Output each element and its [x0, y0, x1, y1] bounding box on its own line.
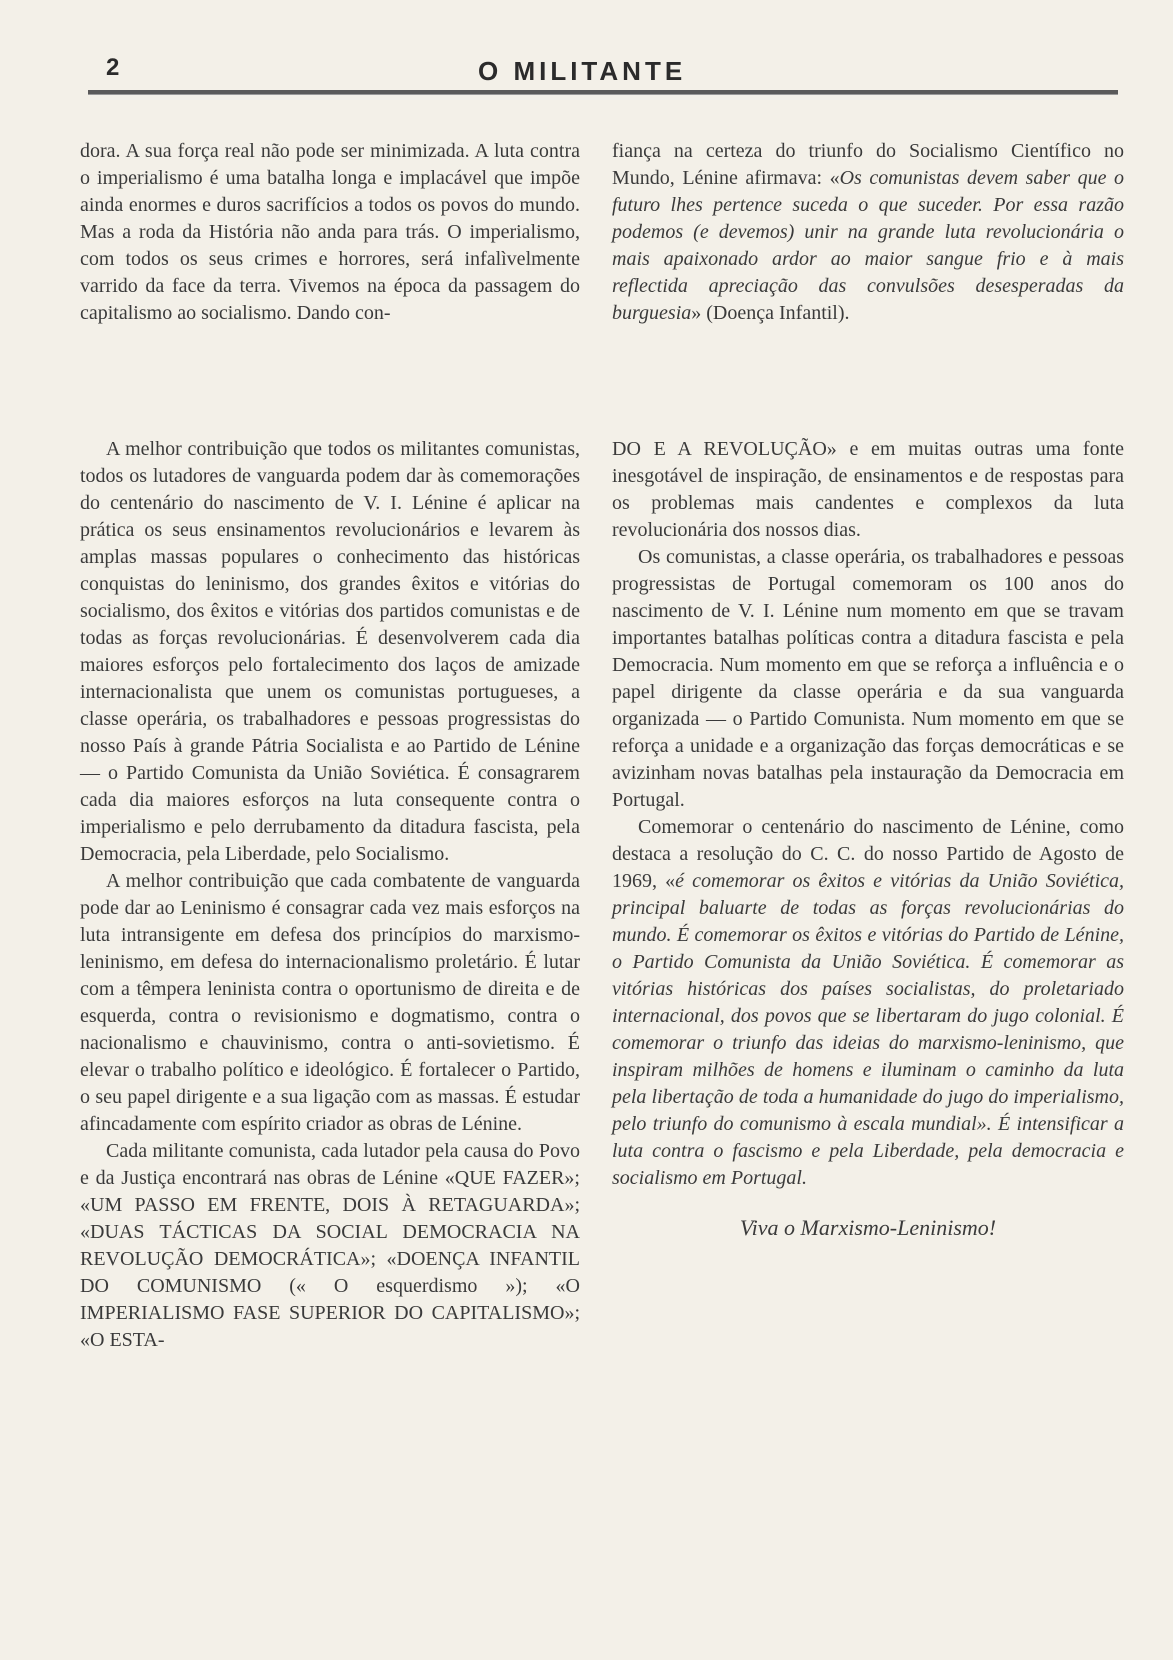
body-paragraph: DO E A REVOLUÇÃO» e em muitas outras uma fonte inesgotável de inspiração, de ensinamentos e de respostas para os problemas mais candentes e complexos da luta revolucionária dos nossos dias. — [612, 438, 1124, 541]
top-left-paragraph: dora. A sua força real não pode ser minimizada. A luta contra o imperialismo é uma batalha longa e implacável que impõe ainda enormes e duros sacrifícios a todos os povos do mundo. Mas a roda da História não anda para trás. O imperialismo, com todos os seus crimes e horrores, será infalìvelmente varrido da face da terra. Vivemos na época da passagem do capitalismo ao socialismo. Dando con- — [80, 140, 580, 324]
top-left-column — [80, 138, 580, 327]
page-number: 2 — [106, 54, 120, 81]
body-paragraph: A melhor contribuição que cada combatente de vanguarda pode dar ao Leninismo é consagrar cada vez mais esforços na luta intransigente em defesa dos princípios do marxismo-leninismo, em defesa do internacionalismo proletário. É lutar com a têmpera leninista contra o oportunismo de direita e de esquerda, contra o revisionismo e dogmatismo, contra o nacionalismo e chauvinismo, contra o anti-sovietismo. É elevar o trabalho político e ideológico. É fortalecer o Partido, o seu papel dirigente e a sua ligação com as massas. É estudar afincadamente com espírito criador as obras de Lénine. — [80, 870, 580, 1135]
lenine-quote: Os comunistas devem saber que o futuro lhes pertence suceda o que suceder. Por essa razão podemos (e devemos) unir na grande luta revolucionária o mais apaixonado ardor ao maior sangue frio e à mais reflectida apreciação das convulsões desesperadas da burguesia — [612, 167, 1125, 324]
main-left-column — [80, 436, 580, 1354]
top-right-paragraph — [612, 138, 1124, 327]
quote-source: » (Doença Infantil). — [691, 302, 850, 324]
page-header — [78, 50, 1118, 90]
top-right-column — [612, 138, 1124, 327]
resolution-quote: é comemorar os êxitos e vitórias da União Soviética, principal baluarte de todas as forças revolucionárias do mundo. É comemorar os êxitos e vitórias do Partido de Lénine, o Partido Comunista da União Soviética. É comemorar as vitórias históricas dos países socialistas, do proletariado internacional, dos povos que se libertaram do jugo colonial. É comemorar o triunfo das ideias do marxismo-leninismo, que inspiram milhões de homens e iluminam o caminho da luta pela libertação de toda a humanidade do jugo do imperialismo, pelo triunfo do comunismo à escala mundial». É intensificar a luta contra o fascismo e pela Liberdade, pela democracia e socialismo em Portugal. — [612, 870, 1125, 1189]
body-paragraph: A melhor contribuição que todos os militantes comunistas, todos os lutadores de vanguarda podem dar às comemorações do centenário do nascimento de V. I. Lénine é aplicar na prática os seus ensinamentos revolucionários e levarem às amplas massas populares o conhecimento das históricas conquistas do leninismo, dos grandes êxitos e vitórias do socialismo, dos êxitos e vitórias dos partidos comunistas e de todas as forças revolucionárias. É desenvolverem cada dia maiores esforços pelo fortalecimento dos laços de amizade internacionalista que unem os comunistas portugueses, a classe operária, os trabalhadores e pessoas progressistas do nosso País à grande Pátria Socialista e ao Partido de Lénine — o Partido Comunista da União Soviética. É consagrarem cada dia maiores esforços na luta consequente contra o imperialismo e pelo derrubamento da ditadura fascista, pela Democracia, pela Liberdade, pelo Socialismo. — [80, 438, 580, 865]
quote-intro: fiança na certeza do triunfo do Socialismo Científico no Mundo, Lénine afirmava: « — [612, 140, 1124, 189]
body-paragraph: Cada militante comunista, cada lutador pela causa do Povo e da Justiça encontrará nas obras de Lénine «QUE FAZER»; «UM PASSO EM FRENTE, DOIS À RETAGUARDA»; «DUAS TÁCTICAS DA SOCIAL DEMOCRACIA NA REVOLUÇÃO DEMOCRÁTICA»; «DOENÇA INFANTIL DO COMUNISMO (« O esquerdismo »); «O IMPERIALISMO FASE SUPERIOR DO CAPITALISMO»; «O ESTA- — [80, 1140, 580, 1351]
body-paragraph: Os comunistas, a classe operária, os trabalhadores e pessoas progressistas de Portugal comemoram os 100 anos do nascimento de V. I. Lénine num momento em que se travam importantes batalhas políticas contra a ditadura fascista e pela Democracia. Num momento em que se reforça a influência e o papel dirigente da classe operária e da sua vanguarda organizada — o Partido Comunista. Num momento em que se reforça a unidade e a organização das forças democráticas e se avizinham novas batalhas pela instauração da Democracia em Portugal. — [612, 546, 1124, 811]
masthead-title: O MILITANTE — [478, 56, 687, 86]
body-paragraph — [612, 814, 1124, 1192]
main-right-column — [612, 436, 1124, 1241]
header-rule — [88, 90, 1118, 95]
closing-slogan: Viva o Marxismo-Leninismo! — [739, 1215, 997, 1240]
resolution-intro: Comemorar o centenário do nascimento de Lénine, como destaca a resolução do C. C. do nosso Partido de Agosto de 1969, « — [612, 816, 1124, 892]
